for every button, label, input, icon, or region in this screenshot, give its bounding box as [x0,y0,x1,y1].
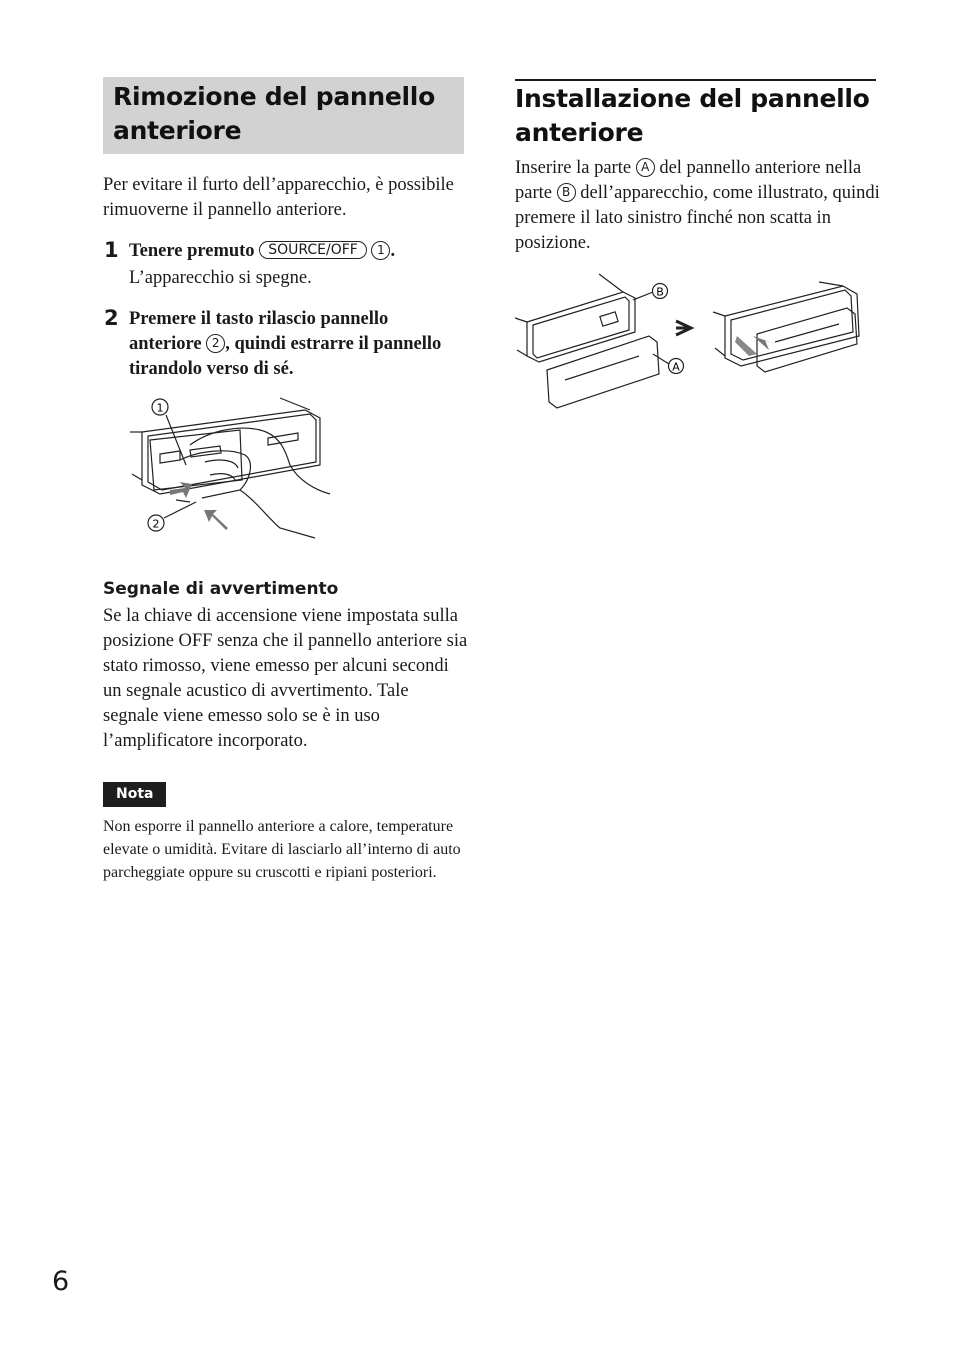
figure-callout-a: A [672,360,680,374]
callout-a: A [636,158,655,177]
section-title-line1: Rimozione del pannello [113,82,435,111]
note-text: Non esporre il pannello anteriore a calore, temperature elevate o umidità. Evitare di lasciarlo all’interno di auto parcheggiate oppure su cruscotti e ripiani posteriori. [103,818,461,881]
removal-illustration [120,390,340,545]
intro-paragraph: Per evitare il furto dell’apparecchio, è possibile rimuoverne il pannello anteriore. [103,175,454,220]
install-title [515,82,876,150]
callout-b: B [557,183,576,202]
installation-illustration [513,270,868,410]
warning-text: Se la chiave di accensione viene impostata sulla posizione OFF senza che il pannello anteriore sia stato rimosso, viene emesso per alcuni secondi un segnale acustico di avvertimento. Tale segnale viene emesso solo se è in uso l’amplificatore incorporato. [103,606,468,751]
figure-callout-1: 1 [156,401,164,415]
install-body-part3: dell’apparecchio, come illustrato, quindi premere il lato sinistro finché non scatta in posizione. [515,183,880,253]
note-label: Nota [103,782,166,807]
step-1-result: L’apparecchio si spegne. [129,268,312,288]
step-2 [129,307,449,382]
install-body-part1: Inserire la parte [515,158,632,178]
step-2-text-part1: Premere il tasto rilascio pannello anteriore [129,309,389,354]
step-1-number: 1 [104,238,119,262]
step-2-number: 2 [104,306,119,330]
figure-callout-b: B [656,285,664,299]
install-title-line2: anteriore [515,118,644,147]
step-2-text-part2: , quindi estrarre il pannello tirandolo verso di sé. [129,334,442,379]
step-1-callout: 1 [371,241,390,260]
section-title-box [103,77,464,154]
install-title-line1: Installazione del pannello [515,84,870,113]
section-title-line2: anteriore [113,116,242,145]
warning-heading: Segnale di avvertimento [103,579,339,599]
install-body [515,156,880,256]
install-body-part2: del pannello anteriore nella parte [515,158,862,203]
source-off-button-label: SOURCE/OFF [259,241,367,259]
step-2-callout: 2 [206,334,225,353]
figure-callout-2: 2 [152,517,160,531]
step-1-text: Tenere premuto [129,241,255,261]
page-number: 6 [52,1266,70,1297]
step-1 [129,239,469,264]
section-rule [515,79,876,81]
step-1-end: . [390,241,396,261]
